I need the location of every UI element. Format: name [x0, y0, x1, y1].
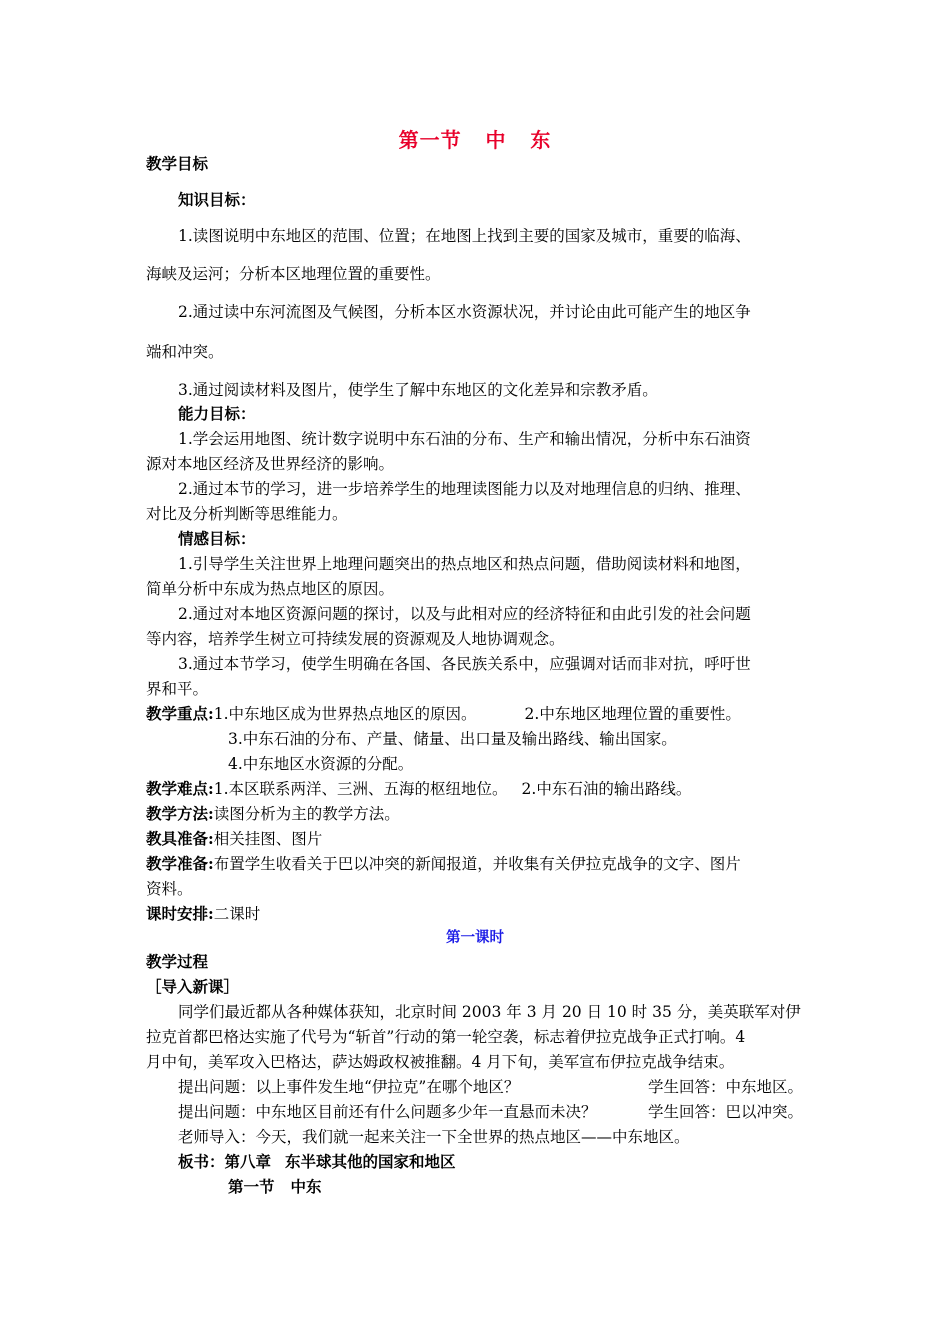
key-point-1: 1.中东地区成为世界热点地区的原因。 — [213, 705, 477, 723]
difficulties-row — [146, 779, 691, 799]
knowledge-item-2-cont: 端和冲突。 — [146, 343, 224, 361]
board-section-title: 中东 — [290, 1177, 322, 1196]
prep-text-cont: 资料。 — [146, 880, 193, 898]
board-chapter-title: 东半球其他的国家和地区 — [285, 1152, 456, 1171]
difficulties-label: 教学难点: — [146, 779, 214, 798]
key-points-row-1 — [146, 704, 741, 724]
emotion-item-2-cont: 等内容，培养学生树立可持续发展的资源观及人地协调观念。 — [146, 630, 565, 648]
emotion-item-3-cont: 界和平。 — [146, 680, 209, 698]
knowledge-heading: 知识目标： — [178, 190, 256, 209]
ability-heading: 能力目标： — [178, 404, 256, 423]
goals-heading: 教学目标 — [146, 154, 209, 173]
board-section: 第一节 — [228, 1177, 275, 1196]
prep-label: 教学准备: — [146, 854, 214, 873]
knowledge-item-1-cont: 海峡及运河；分析本区地理位置的重要性。 — [146, 265, 441, 283]
page-title: 第一节 中 东 — [398, 128, 552, 152]
knowledge-item-1: 1.读图说明中东地区的范围、位置；在地图上找到主要的国家及城市，重要的临海、 — [178, 227, 751, 245]
schedule-row — [146, 904, 260, 924]
board-section-row — [228, 1177, 322, 1197]
emotion-item-1-cont: 简单分析中东成为热点地区的原因。 — [146, 580, 395, 598]
ability-item-2: 2.通过本节的学习，进一步培养学生的地理读图能力以及对地理信息的归纳、推理、 — [178, 480, 751, 498]
key-points-label: 教学重点: — [146, 704, 214, 723]
tools-row — [146, 829, 322, 849]
board-chapter-row — [178, 1152, 456, 1172]
tools-text: 相关挂图、图片 — [213, 830, 323, 848]
question-2: 提出问题：中东地区目前还有什么问题多少年一直悬而未决？ — [178, 1103, 597, 1121]
key-point-3: 3.中东石油的分布、产量、储量、出口量及输出路线、输出国家。 — [228, 730, 677, 748]
board-label: 板书： — [178, 1152, 225, 1171]
intro-heading: ［导入新课］ — [146, 977, 240, 996]
schedule-text: 二课时 — [213, 905, 261, 923]
intro-paragraph-2: 拉克首都巴格达实施了代号为“斩首”行动的第一轮空袭，标志着伊拉克战争正式打响。4 — [146, 1028, 746, 1046]
emotion-item-2: 2.通过对本地区资源问题的探讨，以及与此相对应的经济特征和由此引发的社会问题 — [178, 605, 751, 623]
key-point-2: 2.中东地区地理位置的重要性。 — [524, 705, 741, 723]
schedule-label: 课时安排: — [146, 904, 214, 923]
answer-2: 学生回答：巴以冲突。 — [648, 1103, 804, 1121]
difficulty-1: 1.本区联系两洋、三洲、五海的枢纽地位。 — [213, 780, 508, 798]
session-title: 第一课时 — [446, 929, 504, 946]
intro-paragraph-1: 同学们最近都从各种媒体获知，北京时间 2003 年 3 月 20 日 10 时 35 分，美英联军对伊 — [178, 1003, 801, 1021]
key-point-4: 4.中东地区水资源的分配。 — [228, 755, 414, 773]
method-text: 读图分析为主的教学方法。 — [213, 805, 400, 823]
question-1: 提出问题：以上事件发生地“伊拉克”在哪个地区？ — [178, 1078, 520, 1096]
board-chapter: 第八章 — [224, 1152, 272, 1171]
prep-text: 布置学生收看关于巴以冲突的新闻报道，并收集有关伊拉克战争的文字、图片 — [213, 855, 741, 873]
prep-row — [146, 854, 741, 874]
knowledge-item-3: 3.通过阅读材料及图片，使学生了解中东地区的文化差异和宗教矛盾。 — [178, 381, 658, 399]
emotion-heading: 情感目标： — [178, 529, 256, 548]
difficulty-2: 2.中东石油的输出路线。 — [521, 780, 692, 798]
intro-paragraph-3: 月中旬，美军攻入巴格达，萨达姆政权被推翻。4 月下旬，美军宣布伊拉克战争结束。 — [146, 1053, 735, 1071]
tools-label: 教具准备: — [146, 829, 214, 848]
method-row — [146, 804, 400, 824]
knowledge-item-2: 2.通过读中东河流图及气候图，分析本区水资源状况，并讨论由此可能产生的地区争 — [178, 303, 751, 321]
emotion-item-1: 1.引导学生关注世界上地理问题突出的热点地区和热点问题，借助阅读材料和地图， — [178, 555, 751, 573]
method-label: 教学方法: — [146, 804, 214, 823]
emotion-item-3: 3.通过本节学习，使学生明确在各国、各民族关系中，应强调对话而非对抗，呼吁世 — [178, 655, 751, 673]
process-heading: 教学过程 — [146, 952, 209, 971]
answer-1: 学生回答：中东地区。 — [648, 1078, 804, 1096]
ability-item-1: 1.学会运用地图、统计数字说明中东石油的分布、生产和输出情况，分析中东石油资 — [178, 430, 751, 448]
ability-item-1-cont: 源对本地区经济及世界经济的影响。 — [146, 455, 395, 473]
ability-item-2-cont: 对比及分析判断等思维能力。 — [146, 505, 348, 523]
teacher-intro: 老师导入：今天，我们就一起来关注一下全世界的热点地区——中东地区。 — [178, 1128, 690, 1146]
